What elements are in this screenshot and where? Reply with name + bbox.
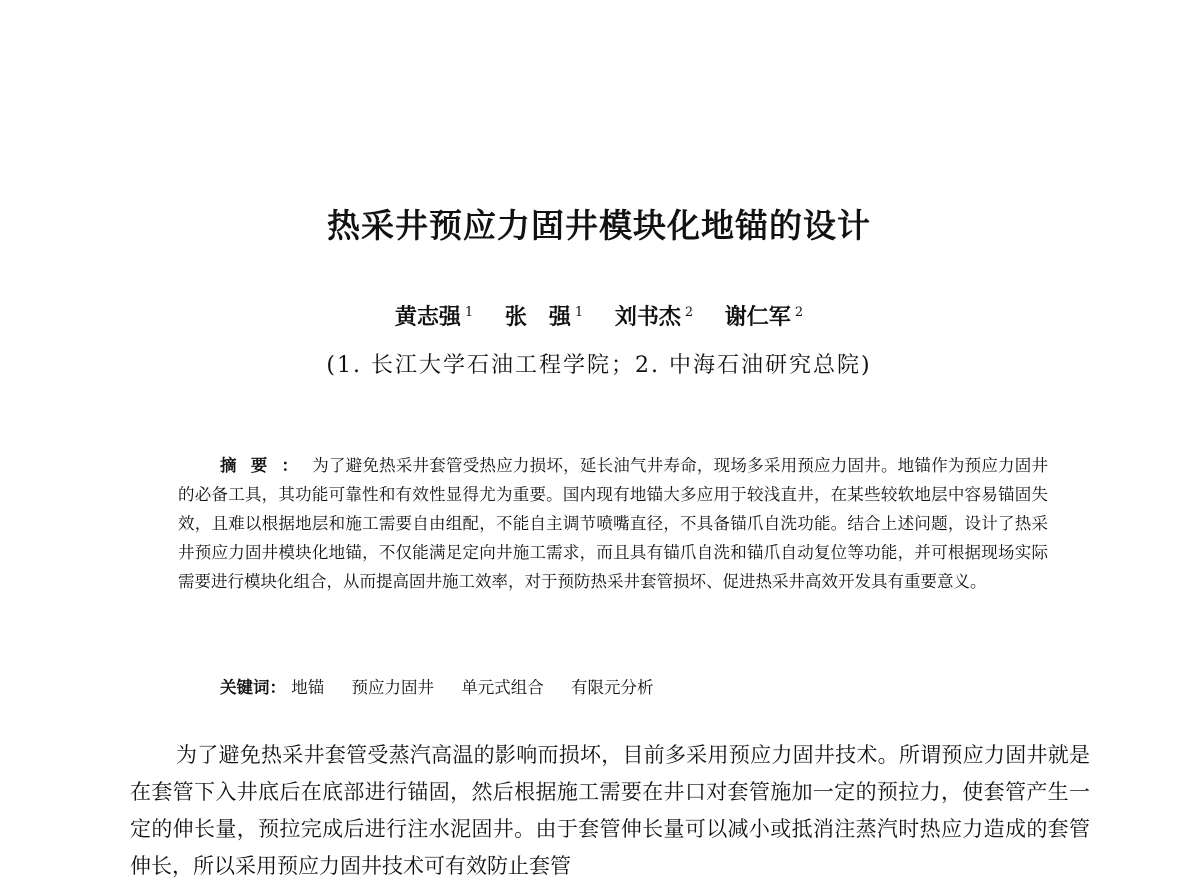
- keyword: 有限元分析: [571, 678, 654, 697]
- author: [395, 300, 473, 331]
- keyword: 预应力固井: [351, 678, 434, 697]
- author-name: 张 强: [504, 304, 571, 330]
- author: [615, 300, 693, 331]
- body-paragraph: 为了避免热采井套管受蒸汽高温的影响而损坏，目前多采用预应力固井技术。所谓预应力固井就是在套管下入井底后在底部进行锚固，然后根据施工需要在井口对套管施加一定的预拉力，使套管产生一定的伸长量，预拉完成后进行注水泥固井。由于套管伸长量可以减小或抵消注蒸汽时热应力造成的套管伸长，所以采用预应力固井技术可有效防止套管: [130, 743, 1090, 878]
- keywords-label: 关键词：: [220, 678, 286, 697]
- keyword: 单元式组合: [461, 678, 544, 697]
- abstract-text: 为了避免热采井套管受热应力损坏，延长油气井寿命，现场多采用预应力固井。地锚作为预应力固井的必备工具，其功能可靠性和有效性显得尤为重要。国内现有地锚大多应用于较浅直井，在某些较软地层中容易锚固失效，且难以根据地层和施工需要自由组配，不能自主调节喷嘴直径，不具备锚爪自洗功能。结合上述问题，设计了热采井预应力固井模块化地锚，不仅能满足定向井施工需求，而且具有锚爪自洗和锚爪自动复位等功能，并可根据现场实际需要进行模块化组合，从而提高固井施工效率，对于预防热采井套管损坏、促进热采井高效开发具有重要意义。: [178, 456, 1049, 591]
- abstract: [178, 451, 1048, 596]
- author-name: 谢仁军: [724, 304, 791, 330]
- paper-title: 热采井预应力固井模块化地锚的设计: [327, 206, 871, 245]
- author-name: 黄志强: [394, 304, 461, 330]
- keyword: 地锚: [291, 678, 325, 697]
- author: [725, 300, 803, 331]
- affiliation-marker: 1: [464, 304, 474, 320]
- affiliation-marker: 2: [684, 304, 694, 320]
- author: [505, 300, 583, 331]
- author-list: [0, 300, 1198, 331]
- affiliation-marker: 2: [794, 304, 804, 320]
- author-name: 刘书杰: [614, 304, 681, 330]
- affiliation-line: (1. 长江大学石油工程学院；2. 中海石油研究总院): [326, 353, 872, 378]
- abstract-label: 摘要：: [220, 456, 313, 475]
- affiliation-marker: 1: [574, 304, 584, 320]
- keywords-line: [220, 676, 676, 700]
